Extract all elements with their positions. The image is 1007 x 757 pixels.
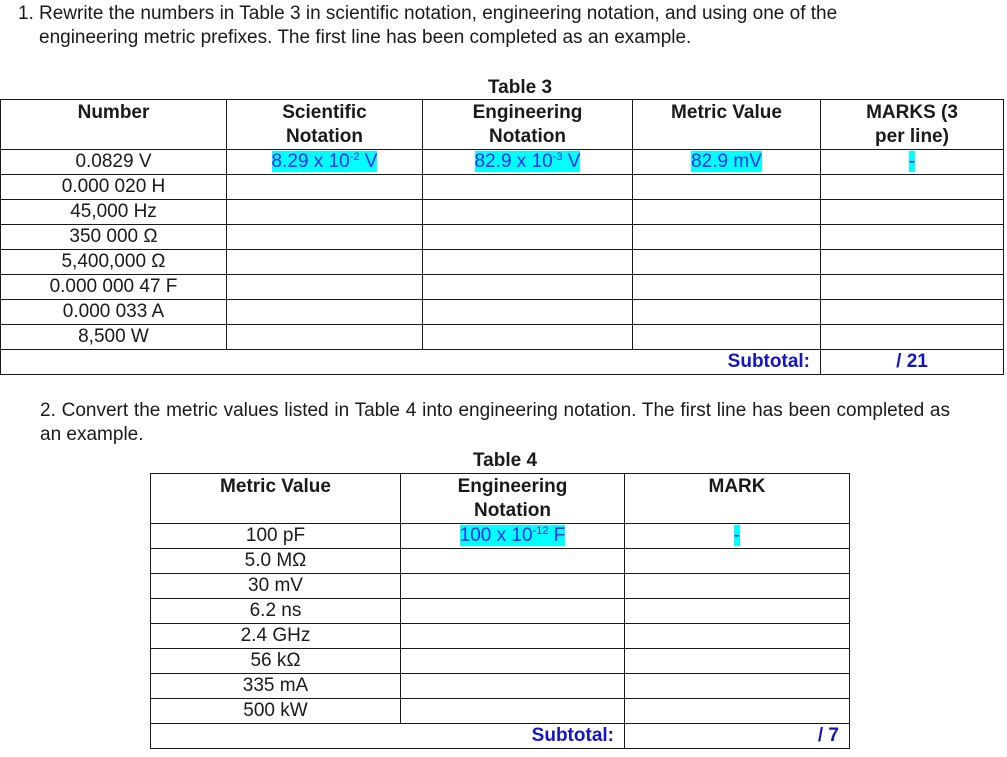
table-row xyxy=(151,649,850,674)
metric-cell[interactable] xyxy=(633,300,821,325)
scientific-cell[interactable] xyxy=(227,250,423,275)
mark-cell[interactable] xyxy=(625,574,850,599)
header-number: Number xyxy=(1,100,227,150)
example-scientific-value: 8.29 x $10^{-2}$ V xyxy=(271,151,378,172)
engineering-cell[interactable] xyxy=(401,549,625,574)
header-metric-value: Metric Value xyxy=(633,100,821,150)
row-metric-value: 335 mA xyxy=(151,674,401,699)
table-row xyxy=(1,175,1004,200)
metric-cell[interactable] xyxy=(633,175,821,200)
engineering-cell[interactable] xyxy=(423,325,633,350)
example-metric-cell[interactable] xyxy=(633,150,821,175)
table-row xyxy=(151,699,850,724)
example-engineering-value: 100 x $10^{-12}$ F xyxy=(459,525,566,546)
example-engineering-value: 82.9 x $10^{-3}$ V xyxy=(474,151,581,172)
metric-cell[interactable] xyxy=(633,250,821,275)
metric-cell[interactable] xyxy=(633,325,821,350)
table-4 xyxy=(150,473,850,749)
header-mark: MARK xyxy=(625,474,850,524)
table-3 xyxy=(0,99,1004,375)
question-1-line-1: Rewrite the numbers in Table 3 in scientific notation, engineering notation, and using one of the xyxy=(39,3,838,24)
row-number: 45,000 Hz xyxy=(1,200,227,225)
engineering-cell[interactable] xyxy=(423,225,633,250)
row-number: 0.000 033 A xyxy=(1,300,227,325)
question-1-number: 1. xyxy=(18,3,34,24)
metric-cell[interactable] xyxy=(633,225,821,250)
header-engineering-notation: Engineering Notation xyxy=(423,100,633,150)
question-2-text: Convert the metric values listed in Table 4 into engineering notation. The first line has been completed as an example. xyxy=(40,400,950,445)
header-marks: MARKS (3 per line) xyxy=(821,100,1004,150)
engineering-cell[interactable] xyxy=(423,200,633,225)
engineering-cell[interactable] xyxy=(423,175,633,200)
table-4-header-row xyxy=(151,474,850,524)
table-row xyxy=(151,549,850,574)
engineering-cell[interactable] xyxy=(423,250,633,275)
metric-cell[interactable] xyxy=(633,275,821,300)
table-row xyxy=(1,200,1004,225)
table-3-header-row xyxy=(1,100,1004,150)
question-2-instructions xyxy=(40,399,950,447)
example-marks-value: - xyxy=(908,151,916,172)
row-metric-value: 30 mV xyxy=(151,574,401,599)
example-mark-cell[interactable] xyxy=(625,524,850,549)
engineering-cell[interactable] xyxy=(401,649,625,674)
table-row xyxy=(151,524,850,549)
example-engineering-cell[interactable] xyxy=(401,524,625,549)
mark-cell[interactable] xyxy=(625,599,850,624)
table-row xyxy=(1,325,1004,350)
table-4-subtotal-row xyxy=(151,724,850,749)
scientific-cell[interactable] xyxy=(227,300,423,325)
question-2-number: 2. xyxy=(40,400,56,421)
marks-cell[interactable] xyxy=(821,225,1004,250)
engineering-cell[interactable] xyxy=(423,275,633,300)
table-row xyxy=(151,599,850,624)
row-metric-value: 5.0 MΩ xyxy=(151,549,401,574)
example-mark-value: - xyxy=(733,525,741,546)
marks-cell[interactable] xyxy=(821,300,1004,325)
marks-cell[interactable] xyxy=(821,325,1004,350)
table-3-subtotal-value[interactable]: / 21 xyxy=(821,350,1004,375)
table-row xyxy=(151,674,850,699)
engineering-cell[interactable] xyxy=(401,624,625,649)
row-number: 0.000 020 H xyxy=(1,175,227,200)
example-marks-cell[interactable] xyxy=(821,150,1004,175)
mark-cell[interactable] xyxy=(625,649,850,674)
table-row xyxy=(151,574,850,599)
example-scientific-cell[interactable] xyxy=(227,150,423,175)
mark-cell[interactable] xyxy=(625,699,850,724)
table-4-subtotal-label: Subtotal: xyxy=(151,724,625,749)
scientific-cell[interactable] xyxy=(227,325,423,350)
table-3-subtotal-label: Subtotal: xyxy=(1,350,821,375)
marks-cell[interactable] xyxy=(821,200,1004,225)
scientific-cell[interactable] xyxy=(227,225,423,250)
engineering-cell[interactable] xyxy=(401,699,625,724)
engineering-cell[interactable] xyxy=(401,599,625,624)
header-metric-value: Metric Value xyxy=(151,474,401,524)
metric-cell[interactable] xyxy=(633,200,821,225)
example-number: 0.0829 V xyxy=(1,150,227,175)
marks-cell[interactable] xyxy=(821,175,1004,200)
engineering-cell[interactable] xyxy=(401,574,625,599)
table-4-caption: Table 4 xyxy=(472,450,538,471)
mark-cell[interactable] xyxy=(625,549,850,574)
header-engineering-notation: Engineering Notation xyxy=(401,474,625,524)
mark-cell[interactable] xyxy=(625,624,850,649)
row-metric-value: 6.2 ns xyxy=(151,599,401,624)
row-number: 5,400,000 Ω xyxy=(1,250,227,275)
row-number: 8,500 W xyxy=(1,325,227,350)
table-row xyxy=(151,624,850,649)
scientific-cell[interactable] xyxy=(227,175,423,200)
marks-cell[interactable] xyxy=(821,250,1004,275)
engineering-cell[interactable] xyxy=(423,300,633,325)
table-3-subtotal-row xyxy=(1,350,1004,375)
row-number: 350 000 Ω xyxy=(1,225,227,250)
engineering-cell[interactable] xyxy=(401,674,625,699)
table-row xyxy=(1,250,1004,275)
question-1-line-2: engineering metric prefixes. The first line has been completed as an example. xyxy=(39,27,692,48)
row-metric-value: 2.4 GHz xyxy=(151,624,401,649)
row-number: 0.000 000 47 F xyxy=(1,275,227,300)
scientific-cell[interactable] xyxy=(227,275,423,300)
marks-cell[interactable] xyxy=(821,275,1004,300)
table-row xyxy=(1,300,1004,325)
row-metric-value: 56 kΩ xyxy=(151,649,401,674)
example-engineering-cell[interactable] xyxy=(423,150,633,175)
table-row xyxy=(1,275,1004,300)
table-row xyxy=(1,150,1004,175)
question-1-instructions xyxy=(18,2,998,50)
row-metric-value: 500 kW xyxy=(151,699,401,724)
table-4-subtotal-value[interactable]: / 7 xyxy=(625,724,850,749)
header-scientific-notation: Scientific Notation xyxy=(227,100,423,150)
table-3-caption: Table 3 xyxy=(487,77,553,98)
example-metric-value: 100 pF xyxy=(151,524,401,549)
scientific-cell[interactable] xyxy=(227,200,423,225)
mark-cell[interactable] xyxy=(625,674,850,699)
example-metric-value: 82.9 mV xyxy=(691,151,762,172)
table-row xyxy=(1,225,1004,250)
